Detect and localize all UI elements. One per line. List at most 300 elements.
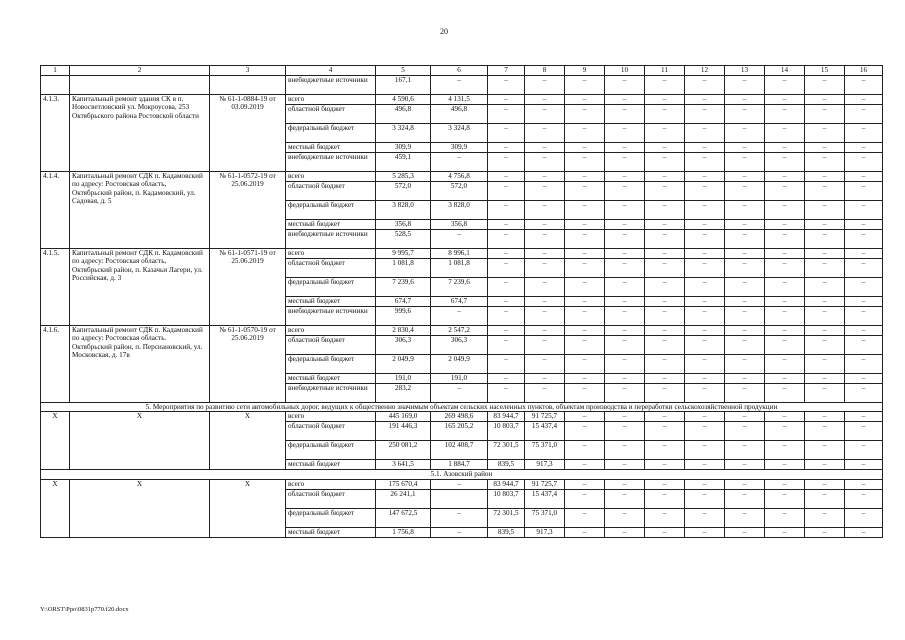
value-col6: – xyxy=(431,527,488,537)
value-col8: – xyxy=(525,182,565,201)
value-col16: – xyxy=(845,143,883,153)
value-col15: – xyxy=(805,479,845,489)
value-col14: – xyxy=(765,412,805,422)
funding-source: всего xyxy=(286,249,376,259)
value-col6: – xyxy=(431,153,488,172)
value-col10: – xyxy=(605,412,645,422)
value-col13: – xyxy=(725,307,765,326)
value-col9: – xyxy=(565,201,605,220)
value-col9: – xyxy=(565,95,605,105)
value-col8: 917,3 xyxy=(525,527,565,537)
value-col7: – xyxy=(488,355,525,374)
column-number-12: 12 xyxy=(685,66,725,76)
value-col8: – xyxy=(525,201,565,220)
value-col8: – xyxy=(525,374,565,384)
value-col13: – xyxy=(725,297,765,307)
value-col13: – xyxy=(725,201,765,220)
value-col6: – xyxy=(431,508,488,527)
value-col11: – xyxy=(645,307,685,326)
value-col8: – xyxy=(525,307,565,326)
value-total: 3 828,0 xyxy=(376,201,431,220)
value-col12: – xyxy=(685,230,725,249)
value-col9: – xyxy=(565,422,605,441)
column-number-4: 4 xyxy=(286,66,376,76)
section-title: 5.1. Азовский район xyxy=(41,470,883,479)
value-col8: – xyxy=(525,95,565,105)
value-col16: – xyxy=(845,374,883,384)
funding-source: областной бюджет xyxy=(286,105,376,124)
value-col15: – xyxy=(805,527,845,537)
item-document: № 61-1-0572-19 от 25.06.2019 xyxy=(210,172,286,249)
value-col11: – xyxy=(645,441,685,460)
value-col6: 7 239,6 xyxy=(431,278,488,297)
value-col14: – xyxy=(765,259,805,278)
value-col13: – xyxy=(725,230,765,249)
value-col13: – xyxy=(725,460,765,470)
value-col16: – xyxy=(845,172,883,182)
value-total: 191,0 xyxy=(376,374,431,384)
value-col14: – xyxy=(765,230,805,249)
value-col6: 2 547,2 xyxy=(431,326,488,336)
value-col6: 191,0 xyxy=(431,374,488,384)
value-col13: – xyxy=(725,182,765,201)
value-col15: – xyxy=(805,374,845,384)
value-col6: 572,0 xyxy=(431,182,488,201)
funding-source: всего xyxy=(286,95,376,105)
value-col6: 674,7 xyxy=(431,297,488,307)
value-col9: – xyxy=(565,326,605,336)
value-col8: 15 437,4 xyxy=(525,422,565,441)
value-col13: – xyxy=(725,153,765,172)
value-col10: – xyxy=(605,527,645,537)
value-col8: – xyxy=(525,76,565,95)
value-col11: – xyxy=(645,259,685,278)
value-col9: – xyxy=(565,460,605,470)
x-col2: Х xyxy=(70,479,210,537)
value-col15: – xyxy=(805,124,845,143)
program-table xyxy=(40,65,883,538)
value-col11: – xyxy=(645,527,685,537)
value-col14: – xyxy=(765,95,805,105)
value-col6: 1 884,7 xyxy=(431,460,488,470)
value-col13: – xyxy=(725,220,765,230)
value-col7: – xyxy=(488,384,525,403)
value-col11: – xyxy=(645,326,685,336)
value-col13: – xyxy=(725,384,765,403)
table-row xyxy=(41,76,883,95)
value-col8: – xyxy=(525,326,565,336)
value-col16: – xyxy=(845,326,883,336)
value-col16: – xyxy=(845,355,883,374)
value-total: 26 241,1 xyxy=(376,489,431,508)
value-col11: – xyxy=(645,249,685,259)
value-col12: – xyxy=(685,105,725,124)
value-total: 496,8 xyxy=(376,105,431,124)
value-col16: – xyxy=(845,489,883,508)
value-col9: – xyxy=(565,297,605,307)
value-col15: – xyxy=(805,307,845,326)
value-col13: – xyxy=(725,422,765,441)
value-col12: – xyxy=(685,326,725,336)
value-col7: – xyxy=(488,95,525,105)
funding-source: всего xyxy=(286,479,376,489)
value-col12: – xyxy=(685,278,725,297)
value-col9: – xyxy=(565,172,605,182)
value-col9: – xyxy=(565,508,605,527)
value-col15: – xyxy=(805,508,845,527)
value-col15: – xyxy=(805,249,845,259)
item-name: Капитальный ремонт СДК п. Кадамовский по адресу: Ростовская область, Октябрьский район, п. Кадамовский, ул. Садовая, д. 5 xyxy=(70,172,210,249)
value-total: 1 756,8 xyxy=(376,527,431,537)
value-col16: – xyxy=(845,527,883,537)
value-col7: – xyxy=(488,230,525,249)
value-col13: – xyxy=(725,441,765,460)
value-col11: – xyxy=(645,479,685,489)
value-col12: – xyxy=(685,479,725,489)
funding-source: областной бюджет xyxy=(286,489,376,508)
value-col7: – xyxy=(488,105,525,124)
value-col9: – xyxy=(565,489,605,508)
funding-source: областной бюджет xyxy=(286,422,376,441)
value-total: 1 081,8 xyxy=(376,259,431,278)
value-col9: – xyxy=(565,441,605,460)
item-number: 4.1.3. xyxy=(41,95,70,172)
value-col10: – xyxy=(605,479,645,489)
column-number-row xyxy=(41,66,883,76)
value-col12: – xyxy=(685,307,725,326)
value-col16: – xyxy=(845,105,883,124)
value-col15: – xyxy=(805,422,845,441)
value-col7: – xyxy=(488,182,525,201)
value-col7: – xyxy=(488,307,525,326)
value-col14: – xyxy=(765,143,805,153)
page-number: 20 xyxy=(440,27,448,36)
funding-source: федеральный бюджет xyxy=(286,508,376,527)
value-col9: – xyxy=(565,355,605,374)
value-col16: – xyxy=(845,124,883,143)
value-col15: – xyxy=(805,201,845,220)
value-col7: – xyxy=(488,297,525,307)
value-col15: – xyxy=(805,412,845,422)
column-number-5: 5 xyxy=(376,66,431,76)
value-col8: – xyxy=(525,143,565,153)
item-name: Капитальный ремонт СДК п. Кадамовский по адресу: Ростовская область, Октябрьский район, п. Казачьи Лагери, ул. Российская, д. 3 xyxy=(70,249,210,326)
funding-source: федеральный бюджет xyxy=(286,124,376,143)
value-total: 250 081,2 xyxy=(376,441,431,460)
value-col11: – xyxy=(645,412,685,422)
table-row xyxy=(41,326,883,336)
section-title: 5. Мероприятия по развитию сети автомобильных дорог, ведущих к общественно значимым объектам сельских населенных пунктов, объектам производства и переработки сельскохозяйственной продукции xyxy=(41,403,883,412)
column-number-14: 14 xyxy=(765,66,805,76)
value-col16: – xyxy=(845,441,883,460)
value-col14: – xyxy=(765,124,805,143)
value-col12: – xyxy=(685,143,725,153)
item-document: № 61-1-0884-19 от 03.09.2019 xyxy=(210,95,286,172)
value-col16: – xyxy=(845,249,883,259)
value-col14: – xyxy=(765,441,805,460)
value-col8: 917,3 xyxy=(525,460,565,470)
value-col14: – xyxy=(765,374,805,384)
value-col15: – xyxy=(805,143,845,153)
value-col8: – xyxy=(525,384,565,403)
value-col13: – xyxy=(725,336,765,355)
value-col11: – xyxy=(645,201,685,220)
value-col6: – xyxy=(431,479,488,489)
value-col6: 306,3 xyxy=(431,336,488,355)
value-col9: – xyxy=(565,412,605,422)
value-total: 167,1 xyxy=(376,76,431,95)
value-col7: 839,5 xyxy=(488,527,525,537)
value-col15: – xyxy=(805,460,845,470)
value-col16: – xyxy=(845,508,883,527)
value-col11: – xyxy=(645,460,685,470)
value-col15: – xyxy=(805,172,845,182)
value-col10: – xyxy=(605,355,645,374)
value-col6: 4 756,8 xyxy=(431,172,488,182)
item-number: 4.1.6. xyxy=(41,326,70,403)
value-col10: – xyxy=(605,422,645,441)
value-col16: – xyxy=(845,220,883,230)
value-col11: – xyxy=(645,143,685,153)
value-col11: – xyxy=(645,336,685,355)
value-col15: – xyxy=(805,336,845,355)
value-col6: 309,9 xyxy=(431,143,488,153)
value-col11: – xyxy=(645,508,685,527)
value-col6: 165 205,2 xyxy=(431,422,488,441)
value-col11: – xyxy=(645,220,685,230)
value-col13: – xyxy=(725,479,765,489)
value-col13: – xyxy=(725,374,765,384)
value-total: 283,2 xyxy=(376,384,431,403)
value-total: 3 641,5 xyxy=(376,460,431,470)
value-col10: – xyxy=(605,259,645,278)
value-col6: 1 081,8 xyxy=(431,259,488,278)
funding-source: федеральный бюджет xyxy=(286,355,376,374)
item-number: 4.1.5. xyxy=(41,249,70,326)
value-col8: 75 371,0 xyxy=(525,441,565,460)
value-col13: – xyxy=(725,527,765,537)
column-number-16: 16 xyxy=(845,66,883,76)
section-5-1-heading-row xyxy=(41,470,883,479)
funding-source: внебюджетные источники xyxy=(286,307,376,326)
value-total: 2 049,9 xyxy=(376,355,431,374)
funding-source: всего xyxy=(286,326,376,336)
value-col9: – xyxy=(565,336,605,355)
value-col12: – xyxy=(685,172,725,182)
value-col10: – xyxy=(605,76,645,95)
value-col8: – xyxy=(525,124,565,143)
value-col8: – xyxy=(525,355,565,374)
value-col10: – xyxy=(605,508,645,527)
value-col16: – xyxy=(845,153,883,172)
value-col13: – xyxy=(725,76,765,95)
value-col10: – xyxy=(605,297,645,307)
value-col8: – xyxy=(525,105,565,124)
column-number-1: 1 xyxy=(41,66,70,76)
item-number: 4.1.4. xyxy=(41,172,70,249)
value-col10: – xyxy=(605,460,645,470)
value-total: 999,6 xyxy=(376,307,431,326)
value-col15: – xyxy=(805,259,845,278)
value-col8: – xyxy=(525,249,565,259)
item-name: Капитальный ремонт здания СК в п. Новосветловский ул. Мокроусова, 253 Октябрьского района Ростовской области xyxy=(70,95,210,172)
value-col7: – xyxy=(488,336,525,355)
value-col11: – xyxy=(645,278,685,297)
value-col13: – xyxy=(725,95,765,105)
value-total: 356,8 xyxy=(376,220,431,230)
funding-source: местный бюджет xyxy=(286,460,376,470)
column-number-9: 9 xyxy=(565,66,605,76)
value-col6: 2 049,9 xyxy=(431,355,488,374)
funding-source: всего xyxy=(286,172,376,182)
column-number-6: 6 xyxy=(431,66,488,76)
value-col16: – xyxy=(845,479,883,489)
value-col8: 91 725,7 xyxy=(525,479,565,489)
value-col11: – xyxy=(645,374,685,384)
value-col9: – xyxy=(565,124,605,143)
funding-source: местный бюджет xyxy=(286,143,376,153)
value-total: 147 672,5 xyxy=(376,508,431,527)
value-col16: – xyxy=(845,182,883,201)
item-name xyxy=(70,76,210,95)
value-col12: – xyxy=(685,460,725,470)
value-col14: – xyxy=(765,76,805,95)
value-col6: 4 131,5 xyxy=(431,95,488,105)
value-col10: – xyxy=(605,182,645,201)
value-col15: – xyxy=(805,220,845,230)
value-col10: – xyxy=(605,201,645,220)
section-5-heading-row xyxy=(41,403,883,412)
column-number-7: 7 xyxy=(488,66,525,76)
value-col11: – xyxy=(645,153,685,172)
funding-source: местный бюджет xyxy=(286,527,376,537)
item-document: № 61-1-0571-19 от 25.06.2019 xyxy=(210,249,286,326)
value-col10: – xyxy=(605,105,645,124)
value-col13: – xyxy=(725,412,765,422)
value-col11: – xyxy=(645,355,685,374)
value-col16: – xyxy=(845,297,883,307)
value-col16: – xyxy=(845,259,883,278)
value-col9: – xyxy=(565,479,605,489)
value-col11: – xyxy=(645,384,685,403)
column-number-8: 8 xyxy=(525,66,565,76)
value-col13: – xyxy=(725,355,765,374)
value-col15: – xyxy=(805,326,845,336)
funding-source: местный бюджет xyxy=(286,220,376,230)
x-col1: Х xyxy=(41,412,70,470)
value-col12: – xyxy=(685,374,725,384)
value-col15: – xyxy=(805,230,845,249)
value-col14: – xyxy=(765,355,805,374)
value-total: 3 324,8 xyxy=(376,124,431,143)
value-col14: – xyxy=(765,307,805,326)
funding-source: внебюджетные источники xyxy=(286,384,376,403)
value-col14: – xyxy=(765,460,805,470)
value-col16: – xyxy=(845,336,883,355)
value-col16: – xyxy=(845,412,883,422)
value-col14: – xyxy=(765,297,805,307)
value-col11: – xyxy=(645,297,685,307)
value-col13: – xyxy=(725,278,765,297)
value-col10: – xyxy=(605,124,645,143)
value-col11: – xyxy=(645,489,685,508)
table-body xyxy=(41,66,883,538)
value-col10: – xyxy=(605,278,645,297)
value-col13: – xyxy=(725,249,765,259)
value-col11: – xyxy=(645,230,685,249)
value-col8: 15 437,4 xyxy=(525,489,565,508)
value-total: 528,5 xyxy=(376,230,431,249)
value-total: 2 830,4 xyxy=(376,326,431,336)
item-name: Капитальный ремонт СДК п. Кадамовский по адресу: Ростовская область. Октябрьский район, п. Персиановский, ул. Московская, д. 17в xyxy=(70,326,210,403)
value-col12: – xyxy=(685,355,725,374)
value-col14: – xyxy=(765,278,805,297)
value-col7: 839,5 xyxy=(488,460,525,470)
value-col10: – xyxy=(605,95,645,105)
funding-source: федеральный бюджет xyxy=(286,201,376,220)
value-total: 175 670,4 xyxy=(376,479,431,489)
value-col14: – xyxy=(765,153,805,172)
value-col6: 356,8 xyxy=(431,220,488,230)
value-col12: – xyxy=(685,384,725,403)
funding-source: внебюджетные источники xyxy=(286,230,376,249)
value-col13: – xyxy=(725,508,765,527)
value-col8: 91 725,7 xyxy=(525,412,565,422)
value-col6: 3 828,0 xyxy=(431,201,488,220)
value-col15: – xyxy=(805,489,845,508)
value-col9: – xyxy=(565,527,605,537)
value-col14: – xyxy=(765,527,805,537)
value-col10: – xyxy=(605,153,645,172)
value-col8: – xyxy=(525,259,565,278)
value-col12: – xyxy=(685,153,725,172)
value-col15: – xyxy=(805,355,845,374)
value-col15: – xyxy=(805,278,845,297)
funding-source: федеральный бюджет xyxy=(286,441,376,460)
value-col9: – xyxy=(565,307,605,326)
value-col10: – xyxy=(605,220,645,230)
value-col6: 269 498,6 xyxy=(431,412,488,422)
value-total: 7 239,6 xyxy=(376,278,431,297)
value-col7: – xyxy=(488,259,525,278)
value-col10: – xyxy=(605,249,645,259)
column-number-2: 2 xyxy=(70,66,210,76)
value-col15: – xyxy=(805,153,845,172)
x-col1: Х xyxy=(41,479,70,537)
value-col14: – xyxy=(765,422,805,441)
value-col14: – xyxy=(765,201,805,220)
value-col16: – xyxy=(845,307,883,326)
column-number-3: 3 xyxy=(210,66,286,76)
value-col9: – xyxy=(565,105,605,124)
value-col6: 496,8 xyxy=(431,105,488,124)
value-total: 191 446,3 xyxy=(376,422,431,441)
column-number-11: 11 xyxy=(645,66,685,76)
value-col7: – xyxy=(488,124,525,143)
column-number-15: 15 xyxy=(805,66,845,76)
value-col11: – xyxy=(645,124,685,143)
value-col16: – xyxy=(845,230,883,249)
funding-source: внебюджетные источники xyxy=(286,76,376,95)
item-number xyxy=(41,76,70,95)
value-col6: 8 996,1 xyxy=(431,249,488,259)
x-col2: Х xyxy=(70,412,210,470)
value-col12: – xyxy=(685,508,725,527)
value-col16: – xyxy=(845,76,883,95)
value-col16: – xyxy=(845,422,883,441)
value-col14: – xyxy=(765,336,805,355)
value-col15: – xyxy=(805,76,845,95)
